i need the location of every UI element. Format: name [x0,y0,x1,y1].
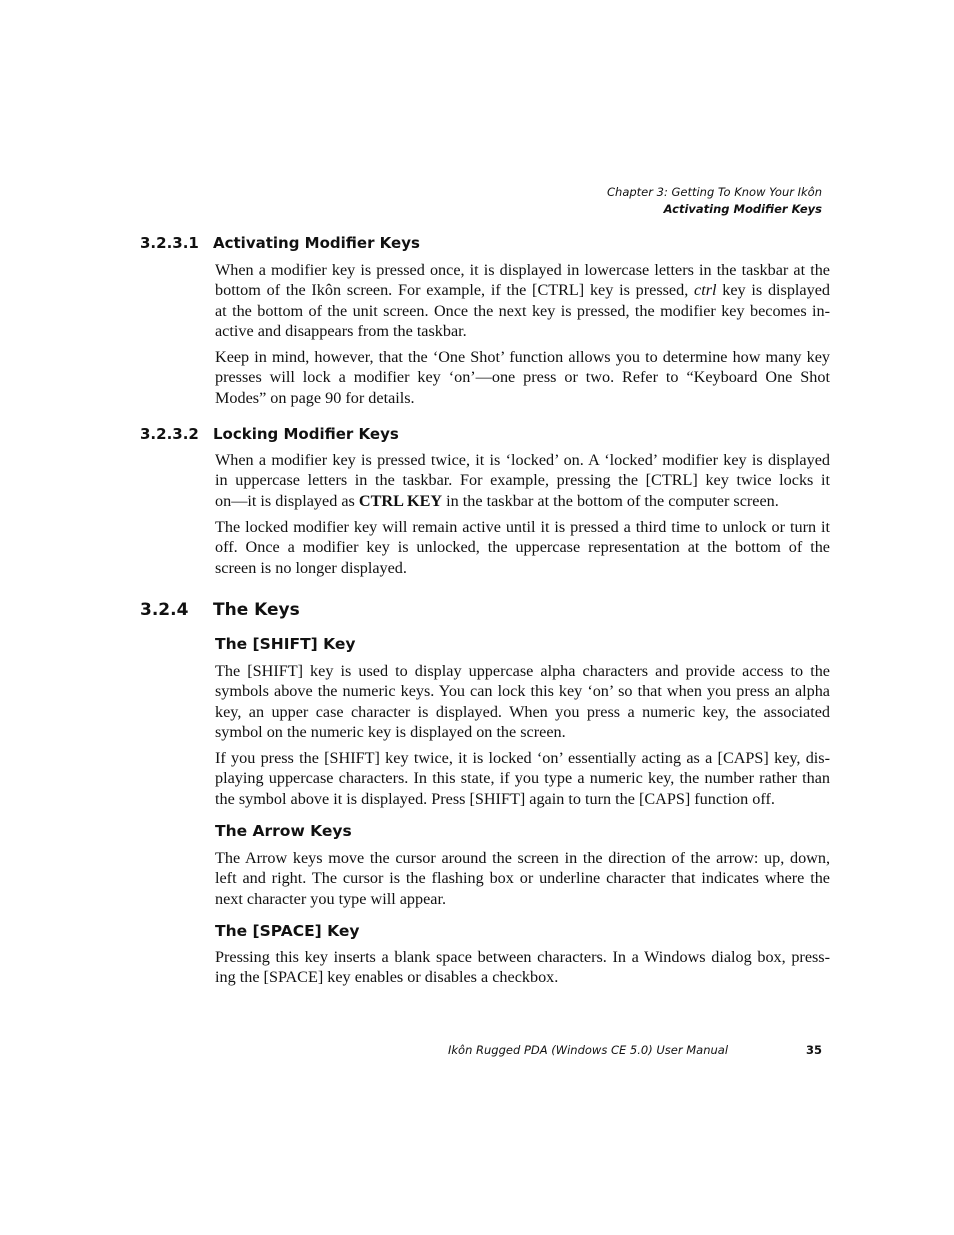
heading-title: Activating Modifier Keys [213,234,420,252]
running-head-section: Activating Modifier Keys [663,202,822,216]
paragraph [215,517,830,578]
text-line: The Arrow keys move the cursor around the screen in the direction of the arrow: up, down, [215,849,830,867]
heading-number: 3.2.3.1 [140,234,199,252]
text-line: Modes” on page 90 for details. [215,388,415,407]
text-run: bottom of the Ikôn screen. For example, if the [CTRL] key is pressed, [215,281,695,300]
text-line: When a modifier key is pressed once, it is displayed in lowercase letters in the taskbar at the [215,261,830,279]
text-line [215,491,830,511]
subheading-space-key: The [SPACE] Key [215,922,360,940]
text-line: If you press the [SHIFT] key twice, it is locked ‘on’ essentially acting as a [CAPS] key, dis- [215,749,830,767]
running-head-chapter: Chapter 3: Getting To Know Your Ikôn [607,185,822,199]
bold-term: CTRL KEY [358,491,443,510]
text-line: the symbol above it is displayed. Press [SHIFT] again to turn the [CAPS] function off. [215,789,775,808]
heading-title: The Keys [213,600,300,620]
heading-number: 3.2.4 [140,600,189,620]
text-line: symbol on the numeric key is displayed on the screen. [215,723,566,742]
text-run: in the taskbar at the bottom of the computer screen. [442,491,779,510]
subheading-shift-key: The [SHIFT] Key [215,635,356,653]
text-line: left and right. The cursor is the flashing box or underline character that indicates where the [215,869,830,888]
text-line: active and disappears from the taskbar. [215,322,467,341]
text-line: next character you type will appear. [215,889,447,908]
italic-term: ctrl [694,281,717,300]
heading-title: Locking Modifier Keys [213,425,399,443]
subheading-arrow-keys: The Arrow Keys [215,822,352,840]
paragraph [215,848,830,909]
heading-3-2-3-2 [140,425,399,443]
text-line: at the bottom of the unit screen. Once the next key is pressed, the modifier key becomes in- [215,301,830,320]
text-line: key, an upper case character is displayed. When you press a numeric key, the associated [215,702,830,721]
text-line: The locked modifier key will remain active until it is pressed a third time to unlock or turn it [215,518,830,536]
running-head [607,184,822,218]
text-line: When a modifier key is pressed twice, it is ‘locked’ on. A ‘locked’ modifier key is displayed [215,451,830,469]
paragraph [215,450,830,511]
text-line: presses will lock a modifier key ‘on’—one press or two. Refer to “Keyboard One Shot [215,368,830,387]
heading-3-2-3-1 [140,234,420,252]
page-number: 35 [805,1043,822,1057]
footer-manual-title: Ikôn Rugged PDA (Windows CE 5.0) User Manual [448,1043,729,1057]
paragraph [215,748,830,809]
text-line: The [SHIFT] key is used to display uppercase alpha characters and provide access to the [215,662,830,680]
text-line: ing the [SPACE] key enables or disables a checkbox. [215,968,559,987]
heading-3-2-4 [140,600,300,620]
text-line: symbols above the numeric keys. You can lock this key ‘on’ so that when you press an alpha [215,682,830,701]
text-line: Pressing this key inserts a blank space between characters. In a Windows dialog box, press- [215,948,830,966]
paragraph [215,347,830,408]
text-line: Keep in mind, however, that the ‘One Shot’ function allows you to determine how many key [215,348,830,366]
text-run: on—it is displayed as [215,491,359,510]
heading-number: 3.2.3.2 [140,425,199,443]
paragraph [215,947,830,988]
paragraph [215,661,830,743]
text-line: in uppercase letters in the taskbar. For example, pressing the [CTRL] key twice locks it [215,471,830,490]
text-line: playing uppercase characters. In this state, if you type a numeric key, the number rather than [215,769,830,788]
text-line: off. Once a modifier key is unlocked, the uppercase representation at the bottom of the [215,538,830,557]
paragraph [215,260,830,342]
text-line [215,280,830,300]
text-line: screen is no longer displayed. [215,558,407,577]
text-run: key is displayed [716,281,830,300]
